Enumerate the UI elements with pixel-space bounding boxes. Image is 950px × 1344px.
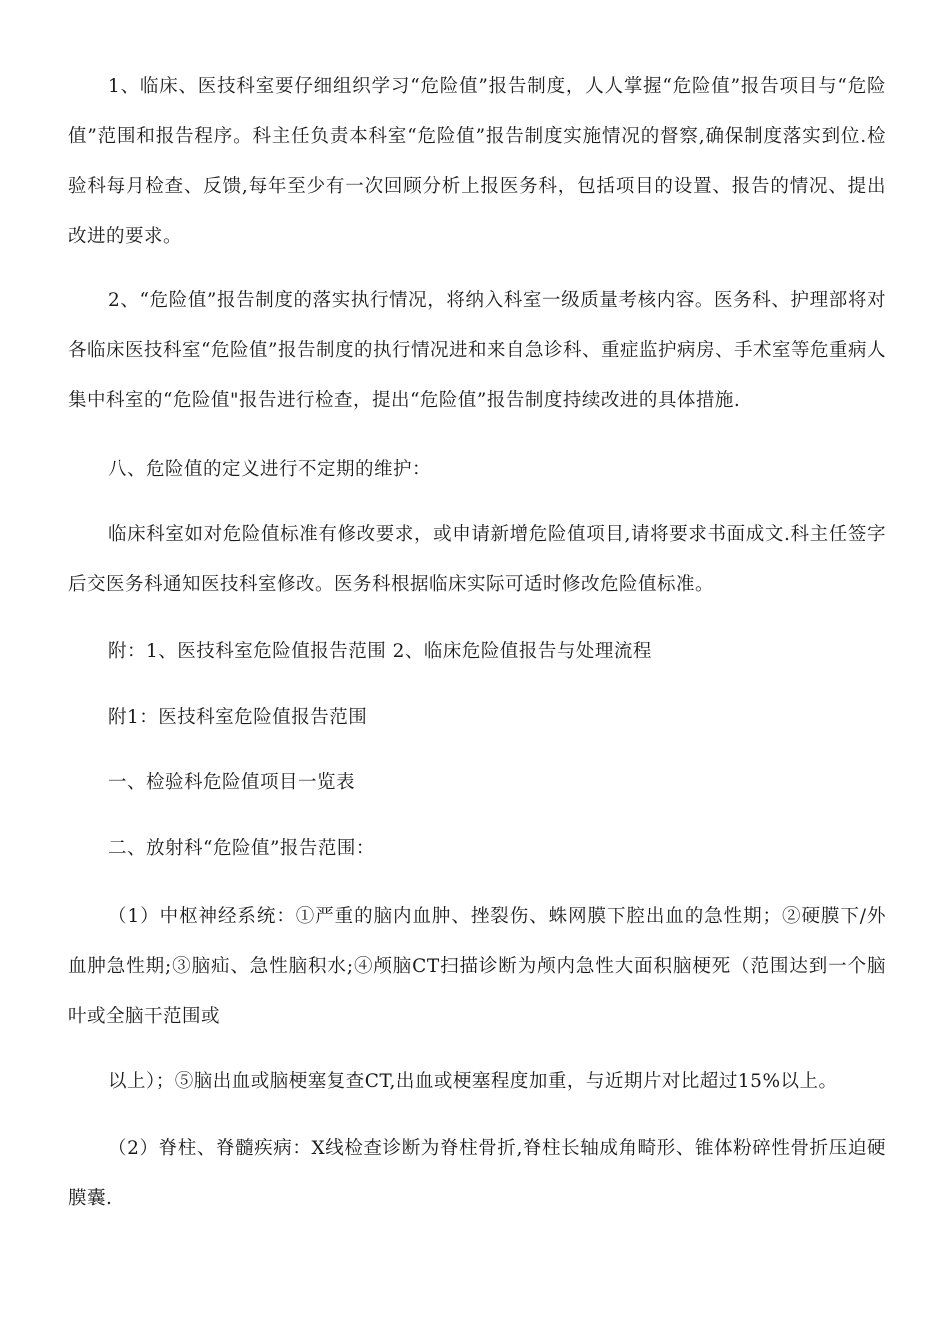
appendix-1-title: 附1：医技科室危险值报告范围 [108, 707, 368, 728]
paragraph-spine: （2）脊柱、脊髓疾病：X线检查诊断为脊柱骨折,脊柱长轴成角畸形、锥体粉碎性骨折压迫硬膜囊. [68, 1138, 886, 1209]
section-heading-1: 一、检验科危险值项目一览表 [108, 772, 356, 793]
paragraph-cns: （1）中枢神经系统：①严重的脑内血肿、挫裂伤、蛛网膜下腔出血的急性期；②硬膜下/外血肿急性期;③脑疝、急性脑积水;④颅脑CT扫描诊断为颅内急性大面积脑梗死（范围达到一个脑叶或全脑干范围或 [68, 906, 886, 1027]
paragraph-3: 临床科室如对危险值标准有修改要求，或申请新增危险值项目,请将要求书面成文.科主任签字后交医务科通知医技科室修改。医务科根据临床实际可适时修改危险值标准。 [68, 524, 886, 595]
section-heading-8: 八、危险值的定义进行不定期的维护： [108, 459, 432, 480]
paragraph-cns-continued: 以上）；⑤脑出血或脑梗塞复查CT,出血或梗塞程度加重，与近期片对比超过15%以上。 [108, 1071, 838, 1092]
paragraph-2: 2、“危险值”报告制度的落实执行情况，将纳入科室一级质量考核内容。医务科、护理部将对各临床医技科室“危险值”报告制度的执行情况进和来自急诊科、重症监护病房、手术室等危重病人集中科室的“危险值"报告进行检查，提出“危险值”报告制度持续改进的具体措施. [68, 290, 886, 411]
section-heading-2: 二、放射科“危险值”报告范围： [108, 838, 375, 859]
appendix-note: 附：1、医技科室危险值报告范围 2、临床危险值报告与处理流程 [108, 641, 652, 662]
paragraph-1: 1、临床、医技科室要仔细组织学习“危险值”报告制度，人人掌握“危险值”报告项目与“危险值”范围和报告程序。科主任负责本科室“危险值”报告制度实施情况的督察,确保制度落实到位.检验科每月检查、反馈,每年至少有一次回顾分析上报医务科，包括项目的设置、报告的情况、提出改进的要求。 [68, 76, 886, 247]
